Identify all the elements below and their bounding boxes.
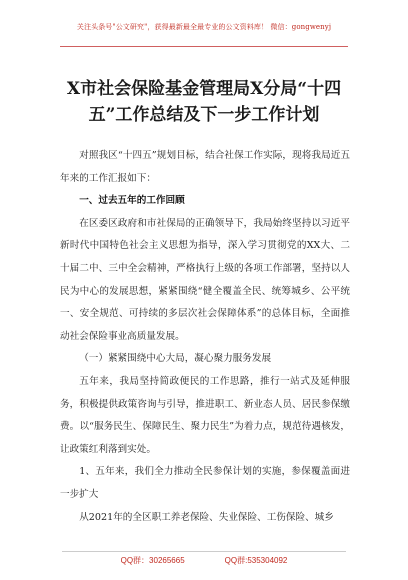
document-body bbox=[60, 145, 350, 529]
footer-qq-group-2: QQ群:535304092 bbox=[224, 556, 288, 565]
footer bbox=[0, 555, 408, 566]
paragraph: 在区委区政府和市社保局的正确领导下，我局始终坚持以习近平新时代中国特色社会主义思想为指导，深入学习贯彻党的XX大、二十届二中、三中全会精神，严格执行上级的各项工作部署，坚持以人民为中心的发展思想，紧紧围绕“健全覆盖全民、统筹城乡、公平统一、安全规范、可持续的多层次社会保障体系”的总体目标，全面推动社会保险事业高质量发展。 bbox=[60, 217, 350, 342]
watermark-header: 关注头条号"公文研究"，获得最新最全最专业的公文资料库！ 微信：gongwenyj bbox=[76, 23, 332, 31]
title-line-2: 五”工作总结及下一步工作计划 bbox=[88, 105, 320, 125]
subsection-heading: （一）紧紧围绕中心大局，凝心聚力服务发展 bbox=[79, 353, 272, 365]
document-title bbox=[40, 76, 368, 128]
paragraph: 1、五年来，我们全力推动全民参保计划的实施，参保覆盖面进一步扩大 bbox=[60, 466, 350, 500]
header-divider bbox=[60, 46, 348, 47]
section-heading: 一、过去五年的工作回顾 bbox=[79, 195, 185, 207]
paragraph: 五年来，我局坚持简政便民的工作思路，推行一站式及延伸服务，积极提供政策咨询与引导，推进职工、新业态人员、居民参保缴费。以“服务民生、保障民生、聚力民生”为着力点，规范待遇核发，让政策红利落到实处。 bbox=[60, 375, 350, 455]
footer-qq-group-1: QQ群：30265665 bbox=[120, 556, 185, 565]
title-line-1: X市社会保险基金管理局X分局“十四 bbox=[66, 79, 342, 99]
footer-divider bbox=[62, 551, 346, 552]
paragraph: 对照我区“十四五”规划目标，结合社保工作实际，现将我局近五年来的工作汇报如下： bbox=[60, 150, 350, 184]
paragraph: 从2021年的全区职工养老保险、失业保险、工伤保险、城乡 bbox=[79, 511, 334, 523]
